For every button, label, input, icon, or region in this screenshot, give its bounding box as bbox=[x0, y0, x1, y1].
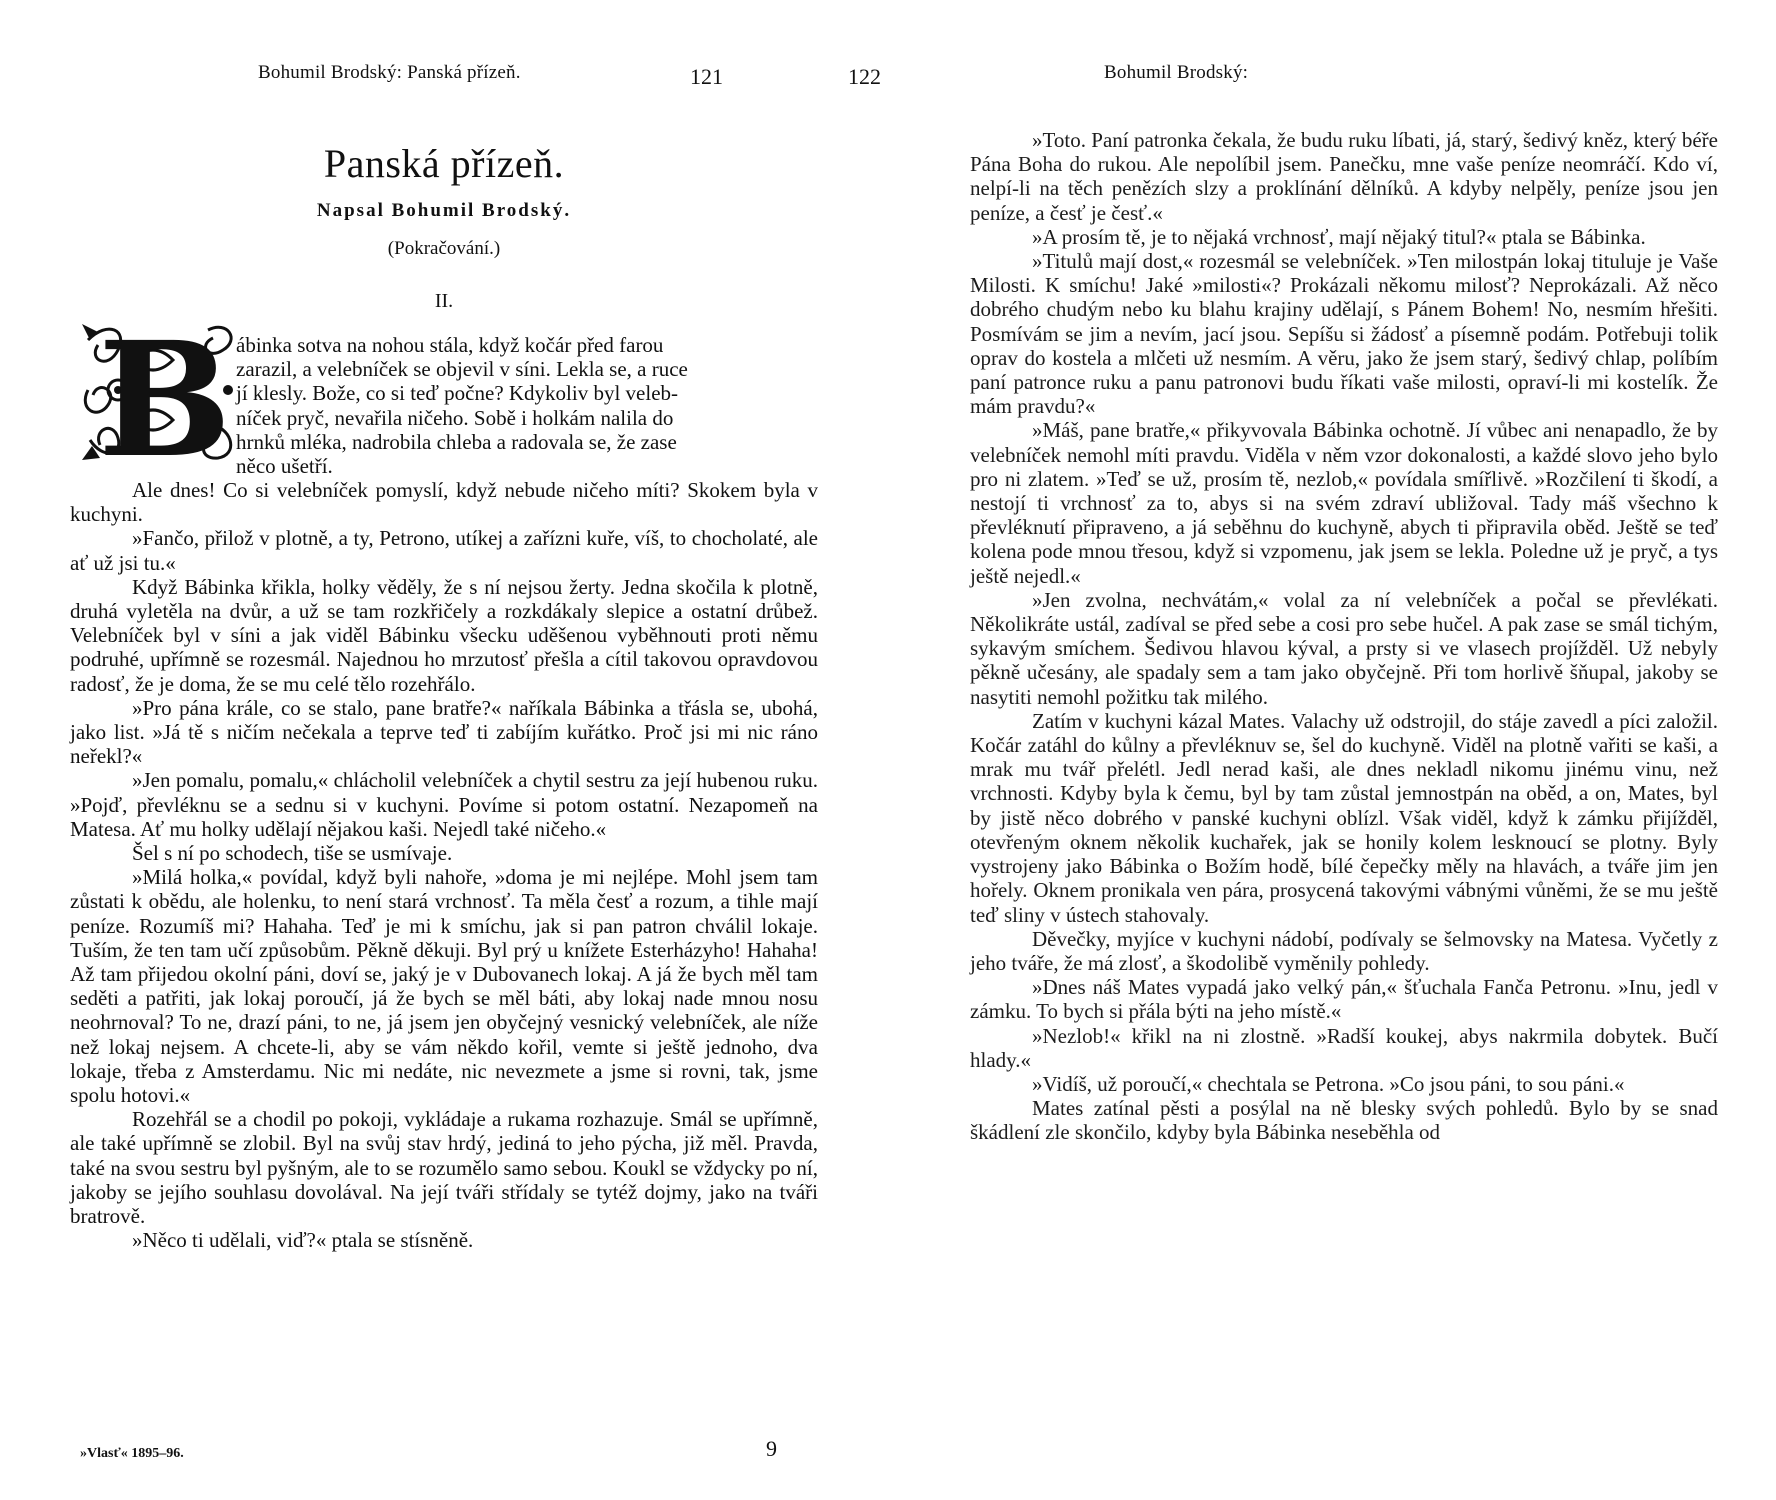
paragraph: Když Bábinka křikla, holky věděly, že s ní nejsou žerty. Jedna skočila k plotně, druhá vyletěla na dvůr, a už se tam rozkřičely a rozkdákaly slepice a ostatní drůbež. Velebníček byl v síni a jak viděl Bábinku všecku uděšenou vyběhnouti proti němu podruhé, upřímně se rozesmál. Najednou ho mrzutosť přešla a cítil takovou opravdovou radosť, že je doma, že se mu celé tělo rozehřálo. bbox=[70, 574, 818, 696]
paragraph: Mates zatínal pěsti a posýlal na ně blesky svých pohledů. Bylo by se snad škádlení zle skončilo, kdyby byla Bábinka neseběhla od bbox=[970, 1096, 1718, 1145]
dropcap-line: níček pryč, nevařila ničeho. Sobě i holkám nalila do bbox=[236, 405, 674, 430]
left-running-head: Bohumil Brodský: Panská přízeň. bbox=[258, 62, 521, 83]
paragraph: »A prosím tě, je to nějaká vrchnosť, mají nějaký titul?« ptala se Bábinka. bbox=[1032, 224, 1646, 249]
paragraph: »Máš, pane bratře,« přikyvovala Bábinka ochotně. Jí vůbec ani nenapadlo, že by velebníček nemohl míti pravdu. Viděla v něm vzor dokonalosti, a každé slovo jeho bylo pro ni zlatem. »Teď se už, prosím tě, nezlob,« povídala smířlivě. »Rozčilení ti škodí, a nestojí ti vrchnosť za to, abys si na svém zdraví ubližoval. Tady máš všechno k převléknutí připraveno, a já seběhnu do kuchyně, abych ti připravila oběd. Ještě se teď kolena pode mnou třesou, když si vzpomenu, jak jsem se lekla. Poledne už je pryč, a tys ještě nejedl.« bbox=[970, 418, 1718, 588]
dropcap-letter: B bbox=[98, 308, 232, 493]
right-page bbox=[848, 0, 1776, 1500]
dropcap-line: jí klesly. Bože, co si teď počne? Kdykoliv byl veleb- bbox=[236, 381, 679, 406]
paragraph: »Toto. Paní patronka čekala, že budu ruku líbati, já, starý, šedivý kněz, který béře Pána Boha do rukou. Ale nepolíbil jsem. Panečku, mne vaše peníze neomráčí. Kdo ví, nelpí-li na těch penězích slzy a proklínání dělníků. A kdyby nelpěly, peníze jsou jen peníze, a česť je česť.« bbox=[970, 128, 1718, 225]
paragraph: Zatím v kuchyni kázal Mates. Valachy už odstrojil, do stáje zavedl a píci založil. Kočár zatáhl do kůlny a převléknuv se, šel do kuchyně. Viděl na plotně vařiti se kaši, a mrak mu tvář přelétl. Jedl nerad kaši, ale dnes nekladl nikomu jinému vinu, než vrchnosti. Kdyby byla k čemu, byl by tam zůstal jemnostpán na oběd, a on, Mates, byl by jistě něco dobrého v panské kuchyni oblízl. Však viděl, když k zámku přijížděl, otevřeným oknem několik kuchařek, jak se honily kolem lesknoucí se plotny. Byly vystrojeny jako Bábinka o Božím hodě, bílé čepečky měly na hlavách, a tváře jim jen hořely. Oknem pronikala ven pára, prosycená takovými vábnými vůněmi, že se mu ještě teď sliny v ústech stahovaly. bbox=[970, 708, 1718, 927]
dropcap-line: něco ušetří. bbox=[236, 454, 333, 479]
paragraph: »Dnes náš Mates vypadá jako velký pán,« šťuchala Fanča Petronu. »Inu, jedl v zámku. To bych si přála býti na jeho místě.« bbox=[970, 975, 1718, 1024]
paragraph: »Vidíš, už poroučí,« chechtala se Petrona. »Co jsou páni, to sou páni.« bbox=[1032, 1071, 1625, 1096]
ornamental-dropcap bbox=[78, 308, 242, 493]
continuation-note: (Pokračování.) bbox=[387, 238, 501, 259]
paragraph: »Fančo, přilož v plotně, a ty, Petrono, utíkej a zařízni kuře, víš, to chocholaté, ale ať už jsi tu.« bbox=[70, 526, 818, 575]
dropcap-line: hrnků mléka, nadrobila chleba a radovala se, že zase bbox=[236, 429, 677, 454]
dropcap-paragraph bbox=[236, 333, 816, 478]
paragraph: »Titulů mají dost,« rozesmál se velebníček. »Ten milostpán lokaj tituluje je Vaše Milosti. K smíchu! Jaké »milosti«? Prokázali někomu milosť? Neprokázali. Až něco dobrého chudým nebo ku blahu krajiny udělají, s Pánem Bohem! No, nesmím hřešiti. Posmívám se jim a nevím, jací jsou. Sepíšu si žádosť a písemně podám. Potřebuji tolik oprav do kostela a mlčeti už nesmím. A věru, jako že jsem starý, šedivý chlap, políbím paní patronce ruku a panu patronovi budu říkati vaše milosti, opraví-li mi kostelík. Že mám pravdu?« bbox=[970, 249, 1718, 419]
dropcap-line: ábinka sotva na nohou stála, když kočár před farou bbox=[236, 333, 664, 357]
left-page-number: 121 bbox=[690, 64, 723, 89]
paragraph: Rozehřál se a chodil po pokoji, vykládaje a rukama rozhazuje. Smál se upřímně, ale také upřímně se zlobil. Byl na svůj stav hrdý, jediná to jeho pýcha, již měl. Pravda, také na svou sestru byl pyšným, ale to se rozumělo samo sebou. Koukl se vždycky po ní, jakoby se jejího souhlasu dovolával. Na její tváři střídaly se tytéž dojmy, jako na tváři bratrově. bbox=[70, 1107, 818, 1229]
paragraph: »Nezlob!« křikl na ni zlostně. »Radší koukej, abys nakrmila dobytek. Bučí hlady.« bbox=[970, 1023, 1718, 1072]
dropcap-line: zarazil, a velebníček se objevil v síni. Lekla se, a ruce bbox=[236, 357, 688, 382]
paragraph: »Něco ti udělali, viď?« ptala se stísněně. bbox=[132, 1228, 474, 1253]
paragraph: »Milá holka,« povídal, když byli nahoře, »doma je mi nejlépe. Mohl jsem tam zůstati k obědu, ale holenku, to není stará vrchnosť. Ta měla česť a rozum, a tihle mají peníze. Rozumíš mi? Hahaha. Teď je mi k smíchu, jak si pan patron chválil lokaje. Tuším, že ten tam učí způsobům. Pěkně děkuji. Byl prý u knížete Esterházyho! Hahaha! Až tam přijedou okolní páni, doví se, jaký je v Dubovanech lokaj. A já že bych měl tam seděti a patřiti, jak lokaj poroučí, já že bych se měl báti, aby lokaj nade mnou nosu neohrnoval? To ne, drazí páni, to ne, já jsem jen obyčejný vesnický velebníček, ale níže než lokaj nejsem. A chcete-li, aby se vám někdo kořil, vemte si ještě jednoho, dva lokaje, třeba z Amsterdamu. Nic mi nedáte, nic nevezmete a jsme si rovni, tak, jsme spolu hotovi.« bbox=[70, 865, 818, 1108]
paragraph: »Pro pána krále, co se stalo, pane bratře?« naříkala Bábinka a třásla se, ubohá, jako list. »Já tě s ničím nečekala a teprve teď ti zabíjím kuřátko. Proč jsi mi nic ráno neřekl?« bbox=[70, 695, 818, 769]
paragraph: »Jen zvolna, nechvátám,« volal za ní velebníček a počal se převlékati. Několikráte ustál, zadíval se před sebe a cosi pro sebe hučel. A pak zase se smál tichým, sykavým smíchem. Šedivou hlavou kýval, a prsty si ve vlasech projížděl. Už nebyly pěkně učesány, ale spadaly sem a tam jako obyčejně. Při tom horlivě šňupal, jakoby se nasytiti nemohl požitku tak milého. bbox=[970, 587, 1718, 709]
paragraph: Ale dnes! Co si velebníček pomyslí, když nebude ničeho míti? Skokem byla v kuchyni. bbox=[70, 478, 818, 527]
right-running-head: Bohumil Brodský: bbox=[1104, 62, 1249, 83]
chapter-number: II. bbox=[434, 290, 454, 312]
left-body-text bbox=[70, 478, 818, 1253]
paragraph: »Jen pomalu, pomalu,« chlácholil velebníček a chytil sestru za její hubenou ruku. »Pojď, převléknu se a sednu si v kuchyni. Povíme si potom ostatní. Nezapomeň na Matesa. Ať mu holky udělají nějakou kaši. Nejedl také ničeho.« bbox=[70, 768, 818, 841]
paragraph: Děvečky, myjíce v kuchyni nádobí, podívaly se šelmovsky na Matesa. Vyčetly z jeho tváře, že má zlosť, a škodolibě vyměnily pohledy. bbox=[970, 926, 1718, 975]
right-body-text bbox=[970, 128, 1718, 1145]
byline: Napsal Bohumil Brodský. bbox=[316, 200, 572, 221]
footer-source: »Vlasť« 1895–96. bbox=[80, 1446, 184, 1461]
paragraph: Šel s ní po schodech, tiše se usmívaje. bbox=[132, 841, 453, 866]
signature-number: 9 bbox=[766, 1436, 777, 1461]
story-title: Panská přízeň. bbox=[323, 141, 565, 186]
right-page-number: 122 bbox=[848, 64, 881, 89]
